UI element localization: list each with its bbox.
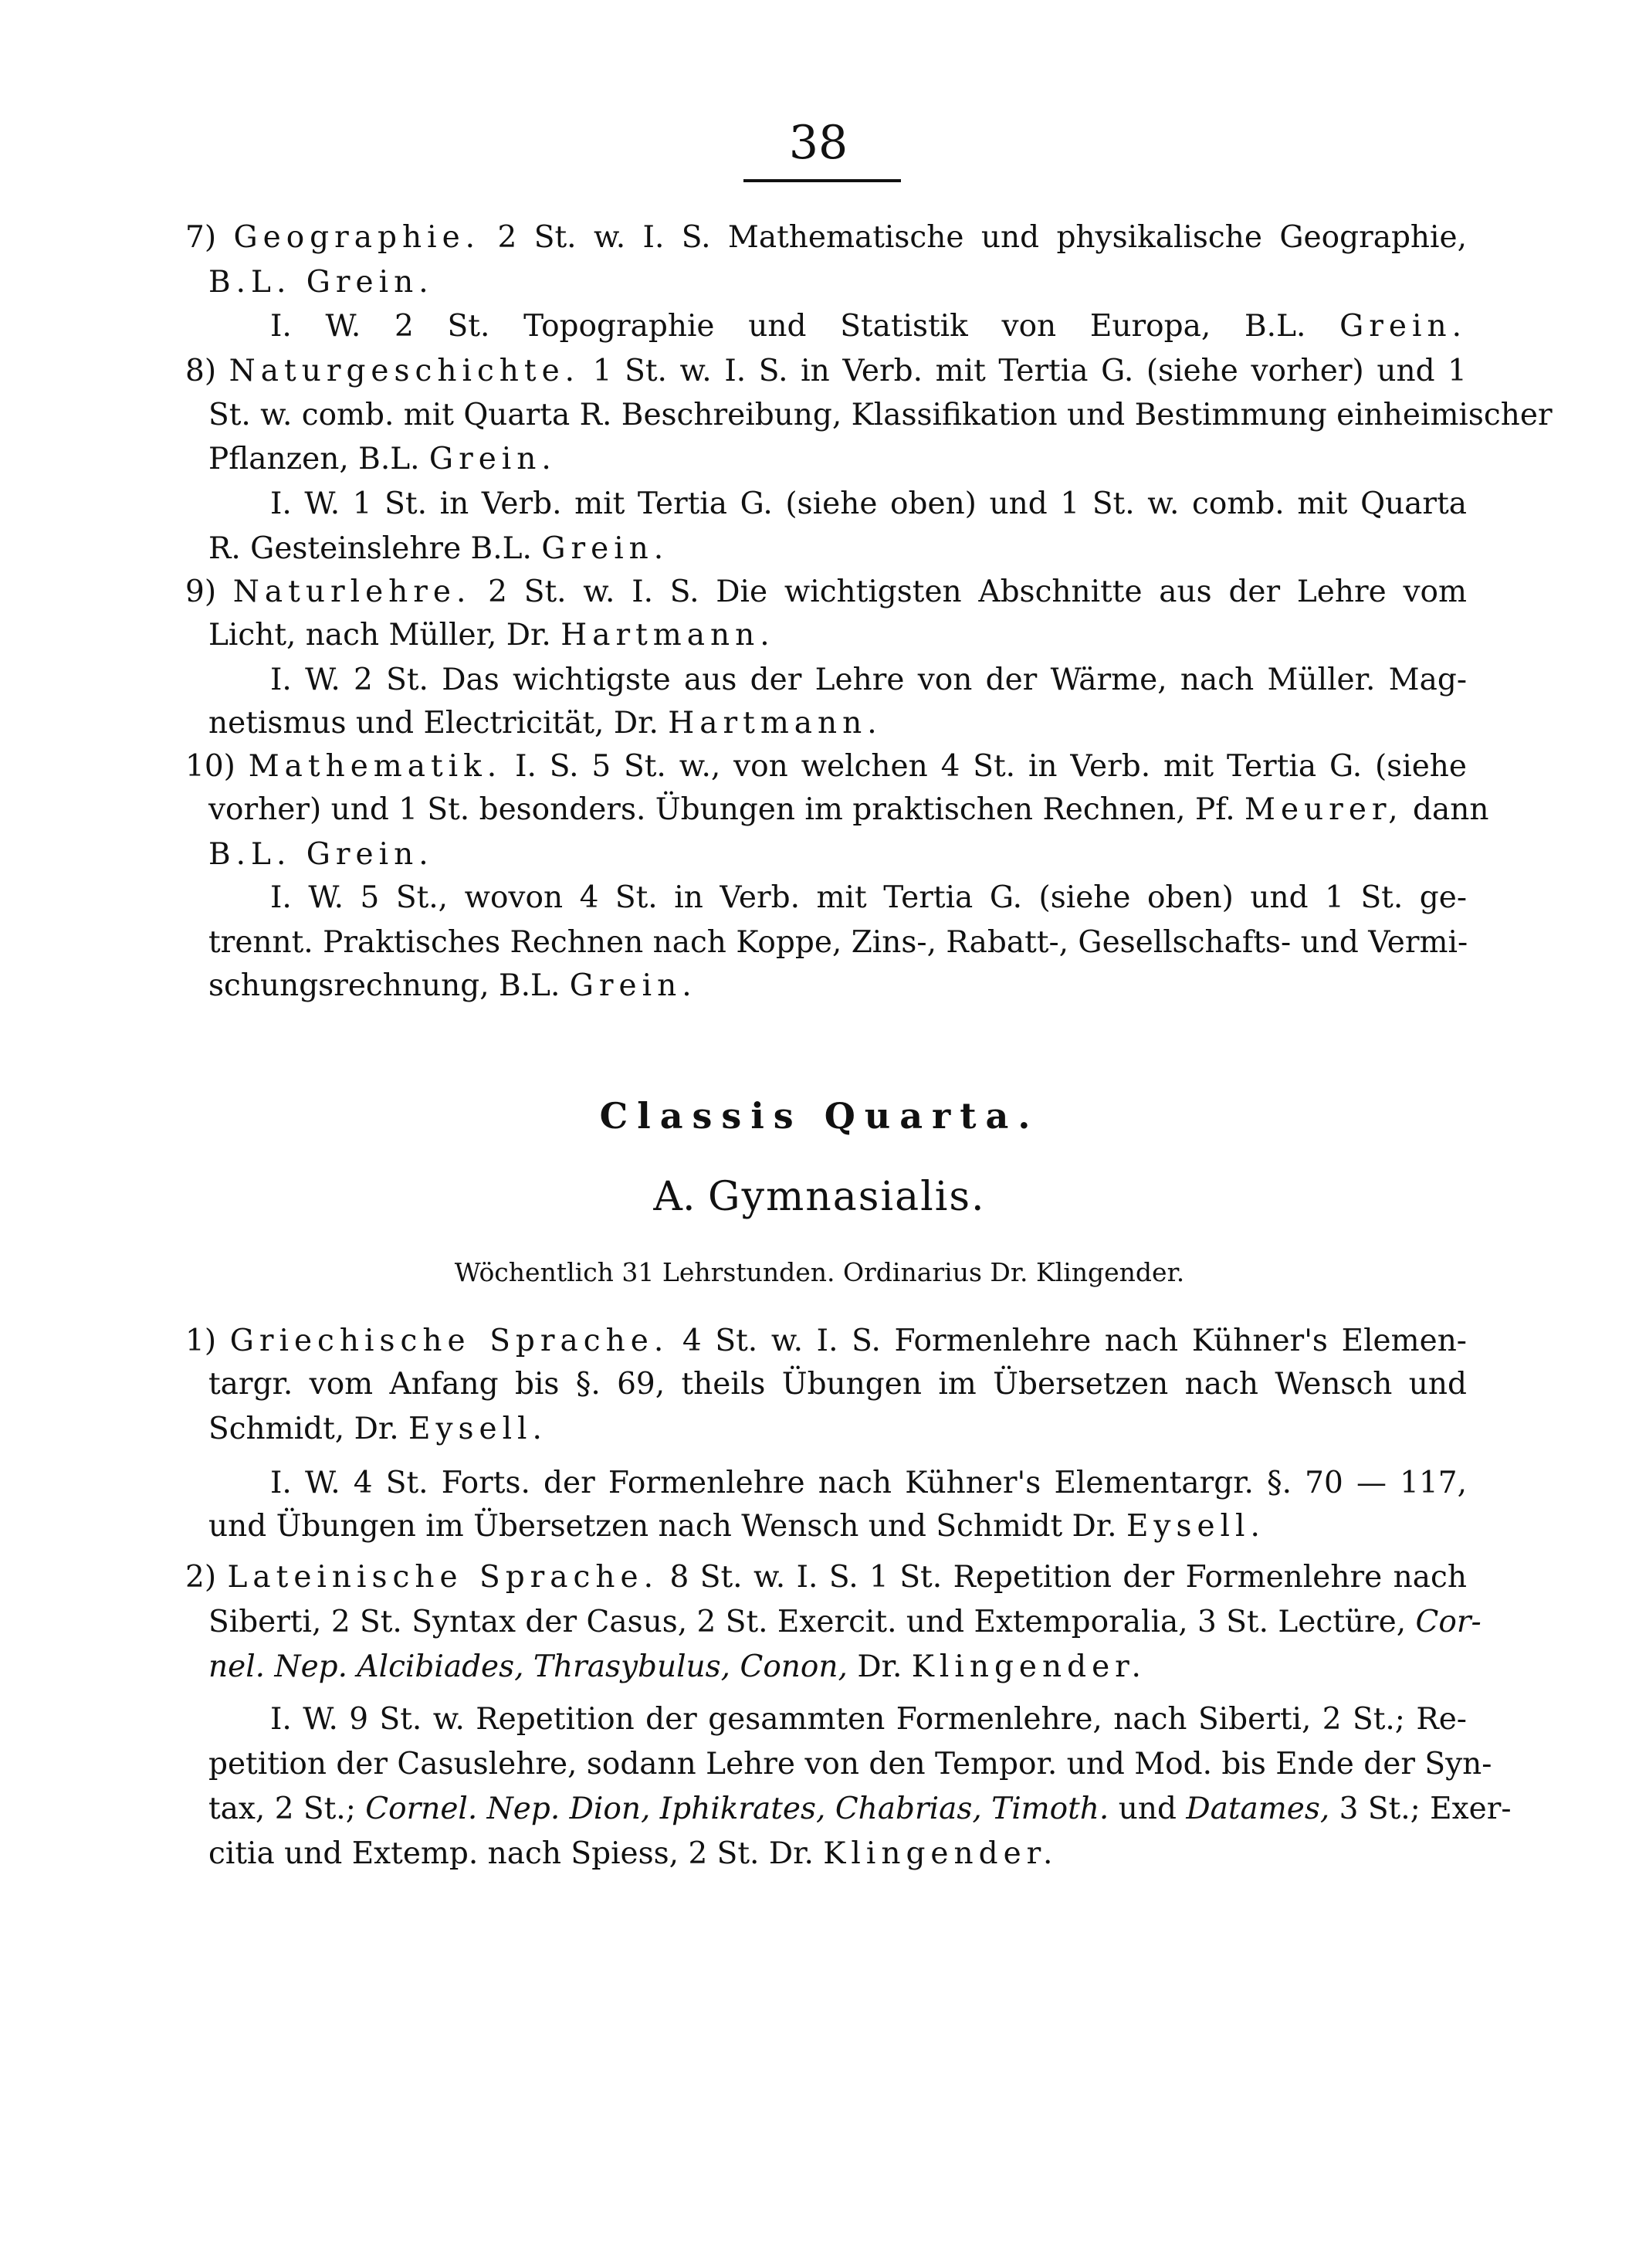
spaced-name: Lateinische Sprache. — [227, 1560, 659, 1595]
spaced-name: Naturgeschichte. — [229, 354, 581, 388]
page-number-rule — [743, 179, 901, 182]
spaced-name: Klingender. — [911, 1649, 1146, 1684]
text-run: Pflanzen, B.L. — [208, 442, 429, 476]
text-run: targr. vom Anfang bis §. 69, theils Übungen im Übersetzen nach Wensch und — [208, 1367, 1467, 1402]
spaced-name: Meurer, — [1244, 792, 1404, 827]
spaced-name: Hartmann. — [560, 618, 775, 653]
text-run: 2 St. w. I. S. Die wichtigsten Abschnitte aus der Lehre vom — [471, 575, 1467, 609]
text-run: trennt. Praktisches Rechnen nach Koppe, Zins-, Rabatt-, Gesellschafts- und Vermi- — [208, 925, 1468, 960]
text-line — [185, 1558, 1467, 1602]
text-run: 2) — [185, 1560, 228, 1595]
text-line — [208, 791, 1489, 834]
text-run: 1) — [185, 1324, 230, 1358]
subheading-prefix: A. — [653, 1174, 696, 1220]
text-line — [208, 1745, 1492, 1788]
text-run: Licht, nach Müller, Dr. — [208, 618, 561, 653]
text-run: I. S. 5 St. w., von welchen 4 St. in Verb. mit Tertia G. (siehe — [502, 749, 1467, 784]
text-line — [208, 1603, 1482, 1646]
text-line — [208, 1507, 1467, 1551]
text-line — [185, 352, 1467, 395]
text-line — [270, 307, 1467, 351]
text-line — [270, 485, 1467, 528]
text-line — [208, 836, 1467, 879]
text-run: I. W. 5 St., wovon 4 St. in Verb. mit Tertia G. (siehe oben) und 1 St. ge- — [270, 880, 1467, 915]
text-run: citia und Extemp. nach Spiess, 2 St. Dr. — [208, 1836, 824, 1871]
spaced-name: Naturlehre. — [232, 575, 472, 609]
text-line — [208, 967, 1467, 1010]
spaced-name: Mathematik. — [248, 749, 503, 784]
text-run: 3 St.; Exer- — [1329, 1792, 1512, 1826]
text-run: I. W. 1 St. in Verb. mit Tertia G. (siehe oben) und 1 St. w. comb. mit Quarta — [270, 486, 1467, 521]
spaced-name: B.L. Grein. — [208, 837, 434, 872]
text-run: St. w. comb. mit Quarta R. Beschreibung, Klassifikation und Bestimmung einheimischer — [208, 398, 1553, 432]
text-line — [270, 1700, 1467, 1744]
page-number: 38 — [788, 116, 848, 170]
text-line — [208, 1410, 1467, 1453]
text-line — [185, 573, 1467, 616]
italic-title: Cornel. Nep. Dion, Iphikrates, Chabrias, Timoth. — [365, 1792, 1109, 1826]
text-line — [208, 924, 1467, 967]
text-run: tax, 2 St.; — [208, 1792, 366, 1826]
text-run: R. Gesteinslehre B.L. — [208, 531, 542, 566]
text-line — [270, 879, 1467, 922]
italic-title: Cor- — [1415, 1605, 1482, 1639]
weekly-hours: Wöchentlich 31 Lehrstunden. Ordinarius Dr. Klingender. — [454, 1257, 1185, 1287]
text-line — [185, 748, 1467, 791]
text-line — [208, 440, 1467, 483]
text-line — [185, 1322, 1467, 1365]
text-line — [208, 530, 1467, 573]
text-run: I. W. 9 St. w. Repetition der gesammten Formenlehre, nach Siberti, 2 St.; Re- — [270, 1702, 1467, 1737]
class-subheading — [0, 1174, 1639, 1220]
class-heading: Classis Quarta. — [599, 1095, 1040, 1137]
spaced-name: Grein. — [541, 531, 669, 566]
text-run: vorher) und 1 St. besonders. Übungen im praktischen Rechnen, Pf. — [208, 792, 1245, 827]
text-line — [208, 616, 1467, 659]
text-run: netismus und Electricität, Dr. — [208, 706, 669, 741]
text-run: Dr. — [847, 1649, 912, 1684]
text-run: petition der Casuslehre, sodann Lehre von den Tempor. und Mod. bis Ende der Syn- — [208, 1747, 1492, 1782]
text-run: 8 St. w. I. S. 1 St. Repetition der Formenlehre nach — [659, 1560, 1467, 1595]
spaced-name: Grein. — [428, 442, 557, 476]
spaced-name: Hartmann. — [668, 706, 882, 741]
text-line — [208, 1648, 1467, 1691]
spaced-name: Grein. — [569, 968, 697, 1003]
spaced-name: Eysell. — [1126, 1509, 1265, 1544]
text-run: Schmidt, Dr. — [208, 1412, 408, 1446]
spaced-name: Eysell. — [408, 1412, 547, 1446]
spaced-name: Grein. — [1339, 309, 1467, 344]
spaced-name: Geographie. — [233, 220, 481, 255]
text-run: I. W. 2 St. Das wichtigste aus der Lehre von der Wärme, nach Müller. Mag- — [270, 663, 1467, 697]
text-run: 1 St. w. I. S. in Verb. mit Tertia G. (siehe vorher) und 1 — [580, 354, 1467, 388]
text-run: I. W. 2 St. Topographie und Statistik von Europa, B.L. — [270, 309, 1340, 344]
text-run: Siberti, 2 St. Syntax der Casus, 2 St. Exercit. und Extemporalia, 3 St. Lectüre, — [208, 1605, 1416, 1639]
text-run: 2 St. w. I. S. Mathematische und physikalische Geographie, — [480, 220, 1467, 255]
text-run: I. W. 4 St. Forts. der Formenlehre nach Kühner's Elementargr. §. 70 — 117, — [270, 1466, 1467, 1500]
text-run: 7) — [185, 220, 234, 255]
text-line — [208, 1835, 1467, 1878]
text-line — [208, 1365, 1467, 1409]
text-run: und Übungen im Übersetzen nach Wensch und Schmidt Dr. — [208, 1509, 1126, 1544]
text-run: schungsrechnung, B.L. — [208, 968, 570, 1003]
text-run: 8) — [185, 354, 229, 388]
text-line — [185, 219, 1467, 262]
text-line — [208, 396, 1553, 439]
text-run: dann — [1403, 792, 1489, 827]
spaced-name: Griechische Sprache. — [229, 1324, 669, 1358]
text-line — [208, 1790, 1512, 1833]
text-run: 10) — [185, 749, 249, 784]
text-run: 9) — [185, 575, 233, 609]
spaced-name: B.L. Grein. — [208, 265, 434, 300]
text-line — [208, 263, 1467, 307]
text-line — [208, 704, 1467, 748]
text-run: 4 St. w. I. S. Formenlehre nach Kühner's Elemen- — [669, 1324, 1467, 1358]
italic-title: nel. Nep. Alcibiades, Thrasybulus, Conon, — [208, 1649, 848, 1684]
spaced-name: Klingender. — [823, 1836, 1058, 1871]
subheading-title: Gymnasialis. — [708, 1174, 986, 1220]
italic-title: Datames, — [1186, 1792, 1330, 1826]
text-line — [270, 661, 1467, 704]
text-run: und — [1109, 1792, 1187, 1826]
text-line — [270, 1464, 1467, 1507]
